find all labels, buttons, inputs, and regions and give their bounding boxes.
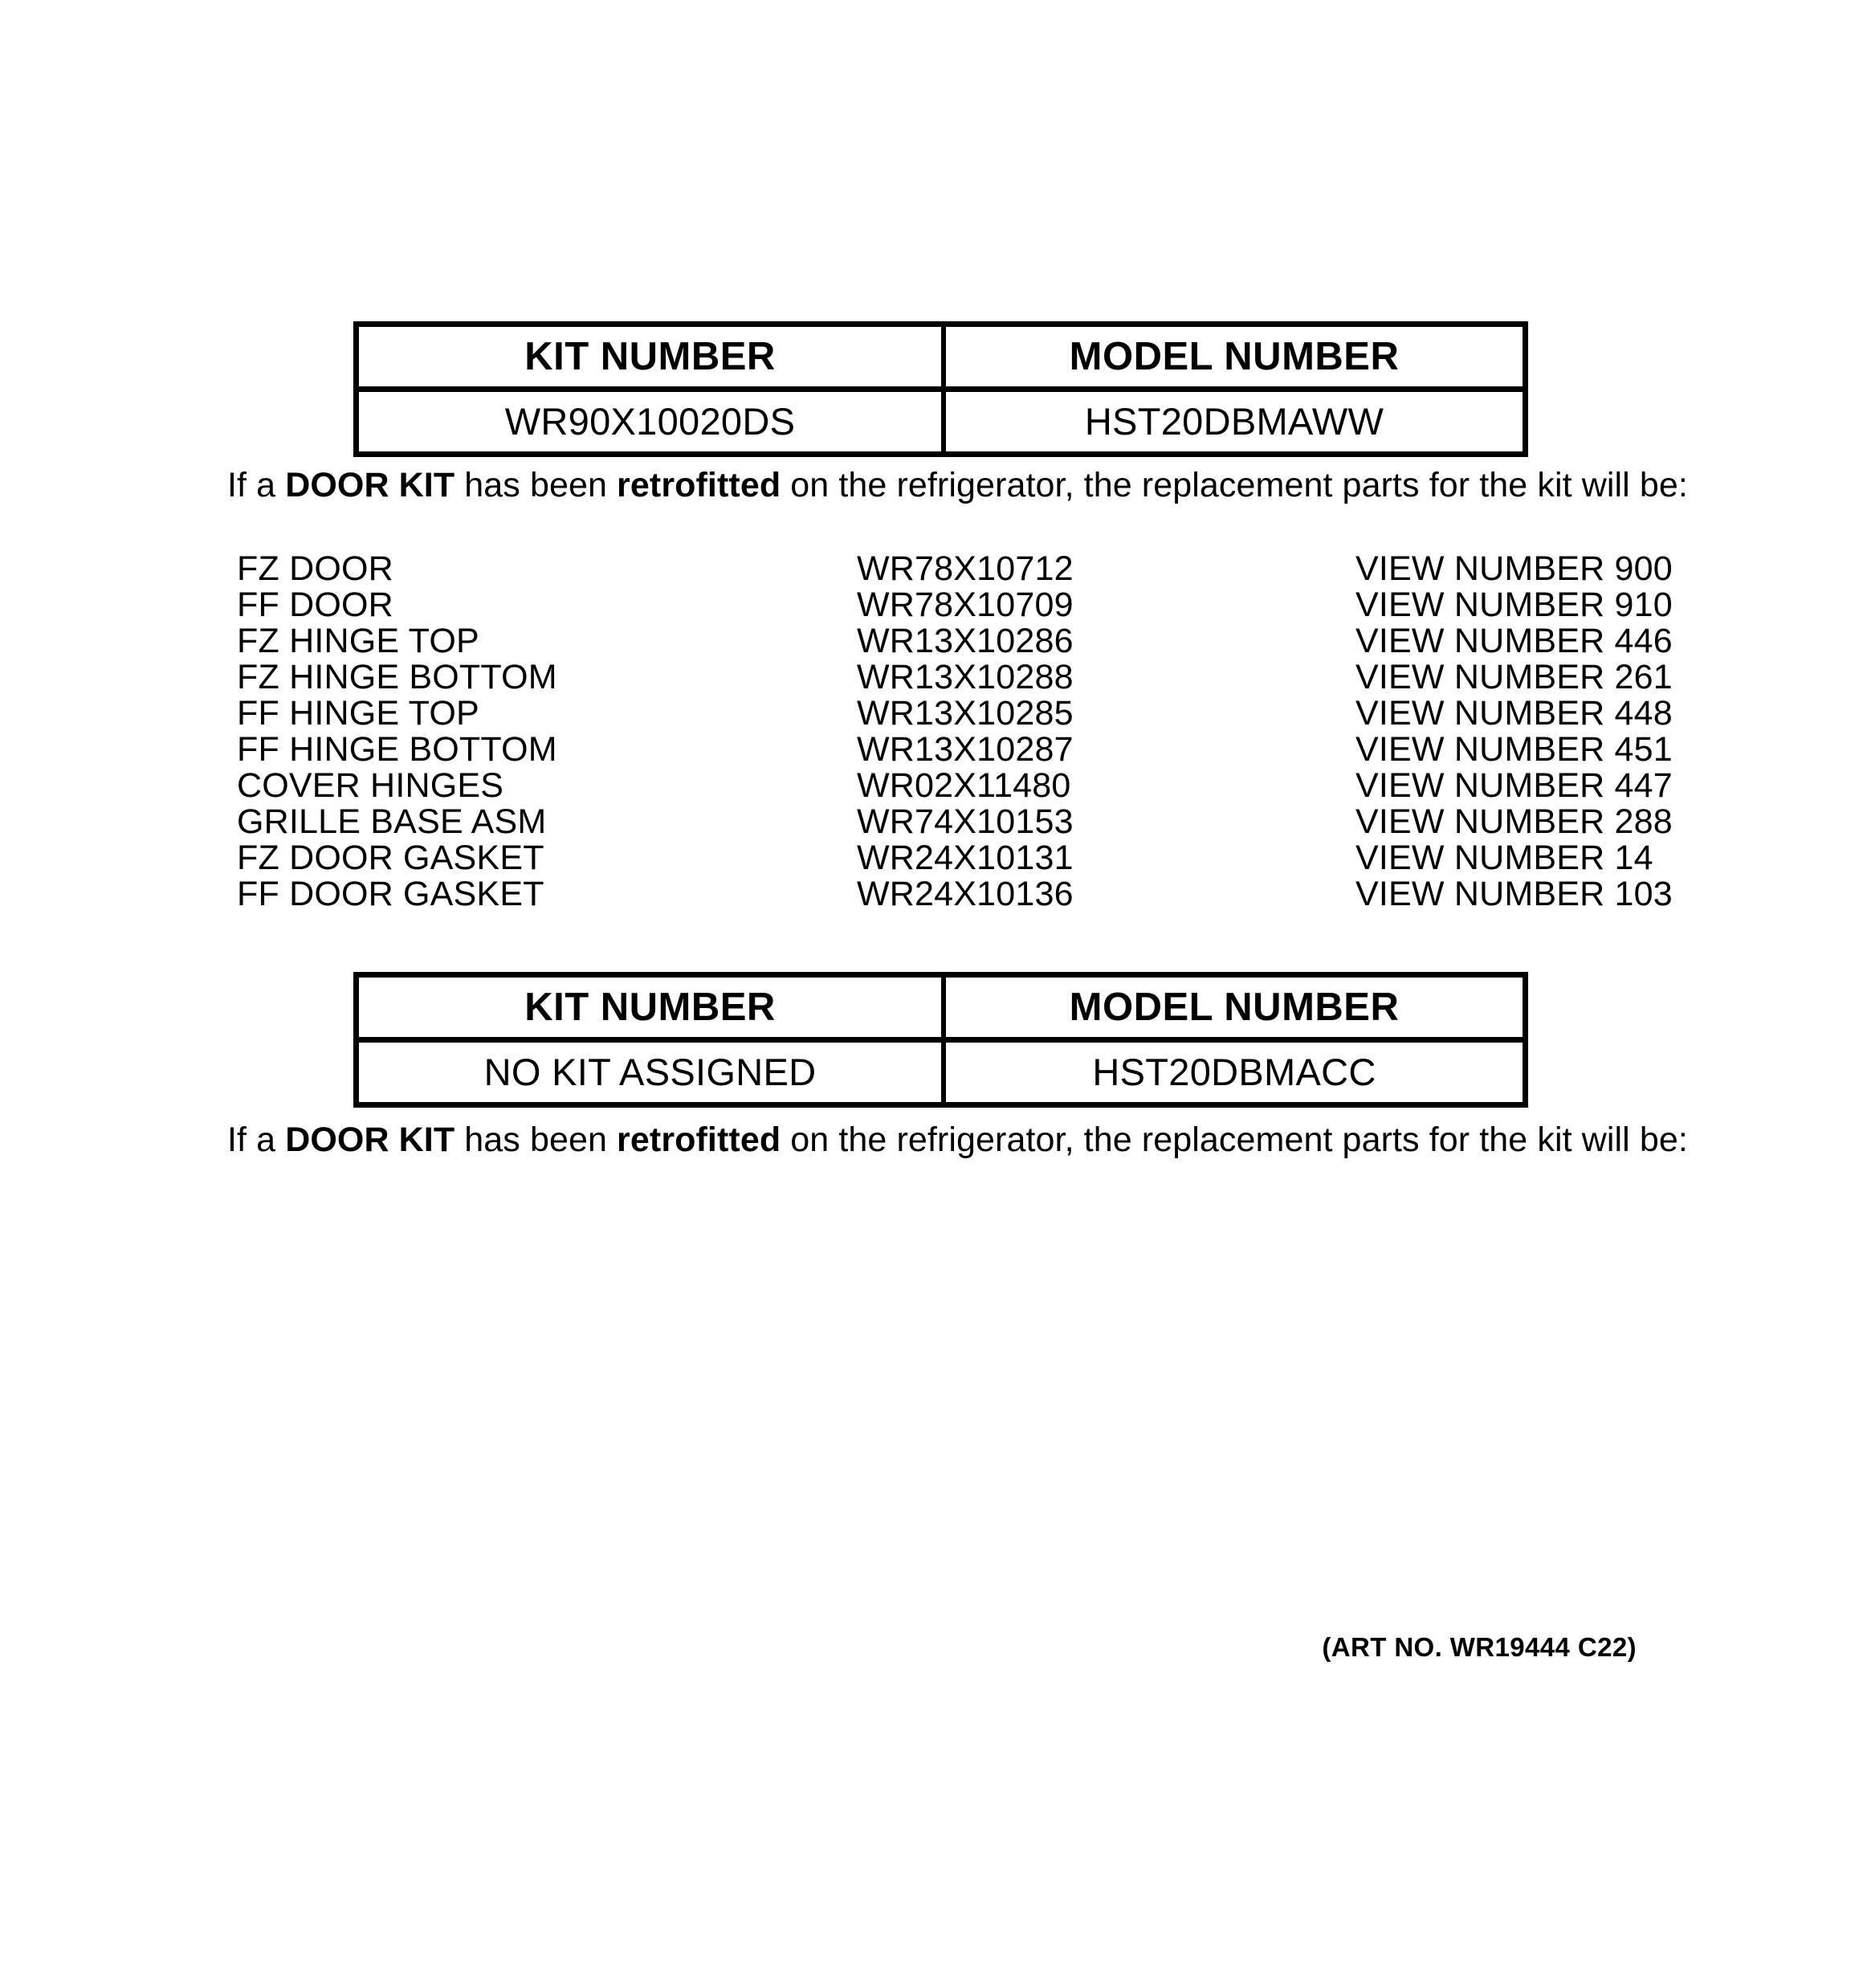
part-number: WR78X10709 (857, 586, 1074, 624)
parts-list-row (0, 840, 1863, 876)
part-number: WR13X10288 (857, 658, 1074, 696)
kit-number-value: WR90X10020DS (357, 390, 944, 455)
part-view-number: VIEW NUMBER 103 (1355, 875, 1673, 913)
kit-number-header: KIT NUMBER (357, 325, 944, 390)
table-row (357, 390, 1526, 455)
part-description: FZ DOOR (237, 549, 393, 588)
part-number: WR13X10285 (857, 694, 1074, 733)
parts-list-row (0, 551, 1863, 587)
kit-model-table-2 (353, 972, 1528, 1108)
retrofit-door-kit-emphasis: DOOR KIT (285, 1121, 455, 1159)
part-view-number: VIEW NUMBER 14 (1355, 839, 1653, 877)
part-view-number: VIEW NUMBER 900 (1355, 549, 1673, 588)
model-number-header: MODEL NUMBER (944, 975, 1526, 1040)
kit-number-header: KIT NUMBER (357, 975, 944, 1040)
parts-list-row (0, 768, 1863, 804)
retrofit-text-part-1: If a (227, 466, 286, 504)
retrofit-text-part-2: has been (455, 466, 618, 504)
part-number: WR02X11480 (857, 766, 1071, 805)
replacement-parts-list (0, 551, 1863, 912)
part-view-number: VIEW NUMBER 261 (1355, 658, 1673, 696)
model-number-value: HST20DBMACC (1092, 1051, 1376, 1093)
parts-list-row (0, 587, 1863, 623)
parts-list-row (0, 623, 1863, 659)
kit-model-table-1 (353, 321, 1528, 457)
part-view-number: VIEW NUMBER 447 (1355, 766, 1673, 805)
part-view-number: VIEW NUMBER 448 (1355, 694, 1673, 733)
part-description: FF DOOR (237, 586, 393, 624)
retrofit-text-part-1: If a (227, 1121, 286, 1159)
retrofit-note-2 (227, 1119, 1688, 1161)
part-number: WR24X10136 (857, 875, 1074, 913)
table-header-row (357, 975, 1526, 1040)
part-number: WR13X10286 (857, 622, 1074, 660)
part-number: WR24X10131 (857, 839, 1074, 877)
part-view-number: VIEW NUMBER 288 (1355, 802, 1673, 841)
retrofit-text-part-3: on the refrigerator, the replacement parts for the kit will be: (781, 1121, 1688, 1159)
parts-list-row (0, 659, 1863, 696)
table-row (357, 1040, 1526, 1105)
model-number-value: HST20DBMAWW (1084, 400, 1384, 443)
part-number: WR74X10153 (857, 802, 1074, 841)
table-header-row (357, 325, 1526, 390)
retrofit-text-part-2: has been (455, 1121, 618, 1159)
retrofit-retrofitted-emphasis: retrofitted (617, 466, 781, 504)
parts-list-row (0, 696, 1863, 732)
part-description: FF HINGE BOTTOM (237, 730, 557, 769)
part-description: FF DOOR GASKET (237, 875, 544, 913)
part-description: COVER HINGES (237, 766, 504, 805)
part-description: GRILLE BASE ASM (237, 802, 547, 841)
kit-number-value: NO KIT ASSIGNED (357, 1040, 944, 1105)
part-view-number: VIEW NUMBER 446 (1355, 622, 1673, 660)
retrofit-text-part-3: on the refrigerator, the replacement parts for the kit will be: (781, 466, 1688, 504)
part-description: FZ DOOR GASKET (237, 839, 544, 877)
part-view-number: VIEW NUMBER 451 (1355, 730, 1673, 769)
part-number: WR78X10712 (857, 549, 1074, 588)
model-number-header: MODEL NUMBER (944, 325, 1526, 390)
retrofit-retrofitted-emphasis: retrofitted (617, 1121, 781, 1159)
retrofit-note-1 (227, 464, 1688, 506)
parts-list-row (0, 804, 1863, 840)
art-number-footer: (ART NO. WR19444 C22) (1322, 1632, 1637, 1662)
parts-list-row (0, 732, 1863, 768)
part-view-number: VIEW NUMBER 910 (1355, 586, 1673, 624)
retrofit-door-kit-emphasis: DOOR KIT (285, 466, 455, 504)
part-description: FZ HINGE BOTTOM (237, 658, 557, 696)
part-number: WR13X10287 (857, 730, 1074, 769)
parts-list-row (0, 876, 1863, 912)
part-description: FZ HINGE TOP (237, 622, 479, 660)
part-description: FF HINGE TOP (237, 694, 479, 733)
